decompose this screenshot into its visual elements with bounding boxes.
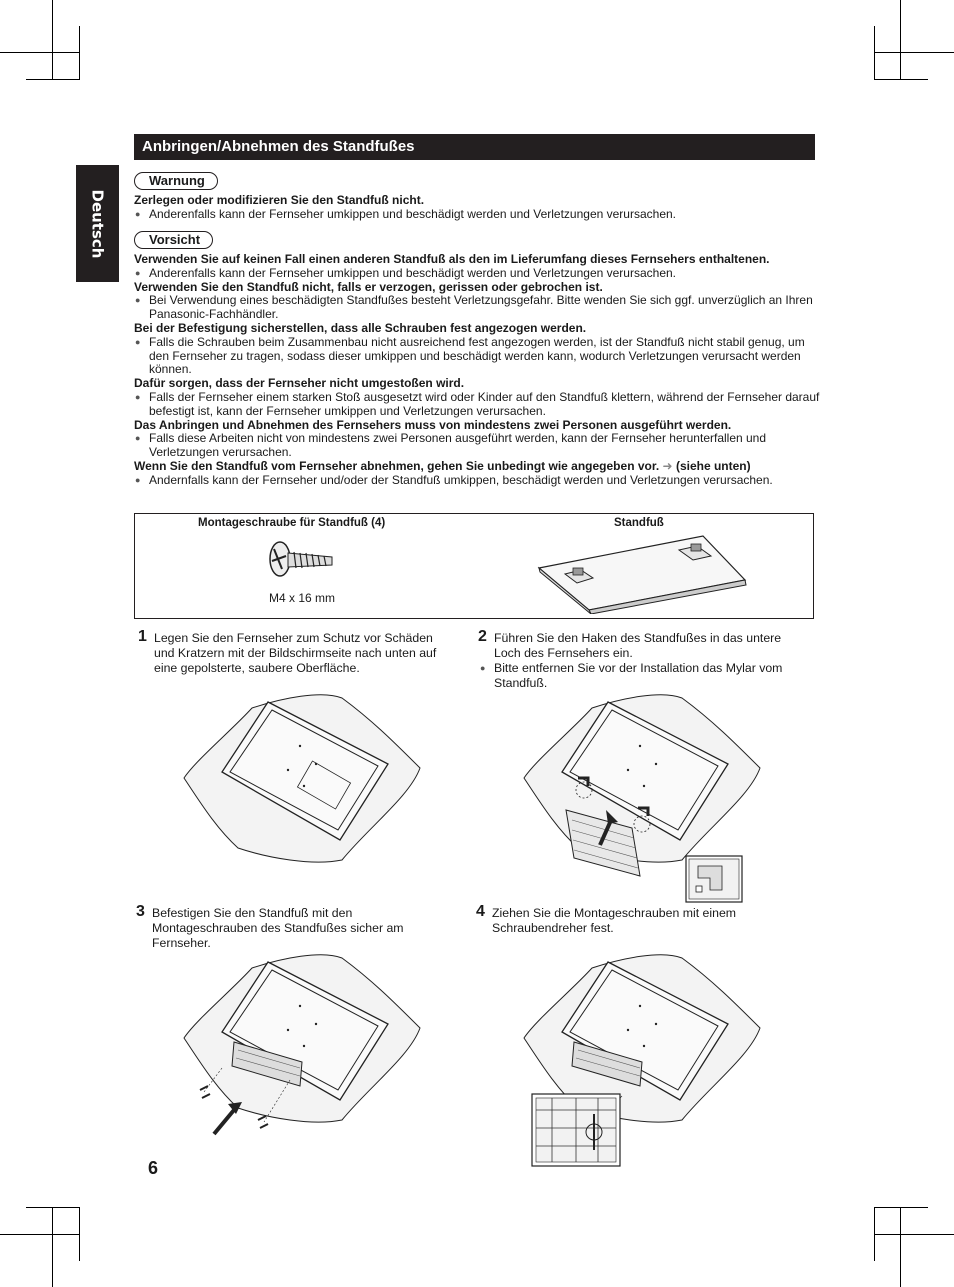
crop-mark — [52, 1207, 53, 1287]
caution-heading: Das Anbringen und Abnehmen des Fernsehers muss von mindestens zwei Personen ausgeführt werden. — [134, 417, 732, 432]
language-tab-label: Deutsch — [88, 189, 107, 258]
tv-facedown-illustration — [182, 690, 422, 870]
see-below-text: (siehe unten) — [675, 458, 751, 473]
step-text — [152, 906, 442, 951]
crop-mark — [874, 1207, 928, 1208]
step-text — [494, 631, 809, 691]
warning-badge: Warnung — [134, 172, 218, 190]
step-instruction: Legen Sie den Fernseher zum Schutz vor Schäden und Kratzern mit der Bildschirmseite nach unten auf eine gepolsterte, saubere Oberfläche. — [154, 631, 437, 675]
crop-mark — [26, 1207, 80, 1208]
crop-mark — [874, 26, 875, 80]
crop-mark — [79, 1207, 80, 1261]
caution-bullet: ● Andernfalls kann der Fernseher und/oder der Standfuß umkippen, beschädigt werden und Verletzungen verursachen. — [134, 474, 824, 488]
caution-bullet: ● Falls die Schrauben beim Zusammenbau nicht ausreichend fest angezogen werden, ist der Standfuß nicht stabil genug, um den Fernseher zu tragen, sodass dieser umkippen und beschädigt werden kann, wodurch Verletzungen verursacht werden können. — [134, 336, 824, 377]
stand-label: Standfuß — [614, 517, 664, 529]
step-instruction: Führen Sie den Haken des Standfußes in das untere Loch des Fernsehers ein. — [494, 631, 782, 660]
screw-size: M4 x 16 mm — [269, 591, 336, 605]
step-text — [492, 906, 792, 936]
crop-mark — [52, 0, 53, 80]
screw-label: Montageschraube für Standfuß (4) — [198, 517, 386, 529]
caution-heading-row — [134, 460, 824, 474]
step-bullet: ● Bitte entfernen Sie vor der Installation das Mylar vom Standfuß. — [480, 661, 809, 691]
parts-box — [134, 513, 814, 619]
tv-tighten-screws-illustration — [522, 950, 767, 1170]
stand-illustration — [535, 532, 750, 614]
step-instruction: Befestigen Sie den Standfuß mit den Montageschrauben des Standfußes sicher am Fernseher. — [152, 906, 404, 950]
step-number: 2 — [478, 628, 487, 645]
crop-mark — [874, 52, 954, 53]
page-number: 6 — [148, 1158, 159, 1178]
warning-heading: Zerlegen oder modifizieren Sie den Standfuß nicht. — [134, 193, 425, 207]
section-title: Anbringen/Abnehmen des Standfußes — [134, 134, 815, 160]
caution-bullet: ● Bei Verwendung eines beschädigten Standfußes besteht Verletzungsgefahr. Bitte wenden Sie sich ggf. unverzüglich an Ihren Panasonic-Fachhändler. — [134, 294, 824, 322]
crop-mark — [900, 0, 901, 80]
caution-heading: Dafür sorgen, dass der Fernseher nicht umgestoßen wird. — [134, 376, 465, 391]
crop-mark — [0, 52, 80, 53]
warning-bullet: ● Anderenfalls kann der Fernseher umkippen und beschädigt werden und Verletzungen verursachen. — [134, 208, 824, 222]
caution-bullet: ● Falls der Fernseher einem starken Stoß ausgesetzt wird oder Kinder auf den Standfuß klettern, während der Fernseher darauf befestigt ist, kann der Fernseher umkippen und Verletzungen verursachen. — [134, 391, 824, 419]
step-number: 4 — [476, 903, 485, 920]
crop-mark — [874, 79, 928, 80]
caution-block — [134, 253, 824, 488]
crop-mark — [900, 1207, 901, 1287]
caution-badge: Vorsicht — [134, 231, 213, 249]
crop-mark — [874, 1207, 875, 1261]
crop-mark — [0, 1234, 80, 1235]
step-number: 3 — [136, 903, 145, 920]
step-text — [154, 631, 454, 676]
language-tab — [76, 165, 119, 282]
crop-mark — [874, 1234, 954, 1235]
arrow-right-icon: ➜ — [662, 458, 673, 473]
screw-icon — [268, 539, 338, 579]
caution-bullet: ● Falls diese Arbeiten nicht von mindestens zwei Personen ausgeführt werden, kann der Fernseher herunterfallen und Verletzungen verursachen. — [134, 432, 824, 460]
step-number: 1 — [138, 628, 147, 645]
caution-heading: Verwenden Sie den Standfuß nicht, falls er verzogen, gerissen oder gebrochen ist. — [134, 279, 603, 294]
caution-heading: Bei der Befestigung sicherstellen, dass alle Schrauben fest angezogen werden. — [134, 320, 587, 335]
tv-hook-stand-illustration — [522, 690, 767, 905]
warning-block — [134, 194, 824, 222]
step-instruction: Ziehen Sie die Montageschrauben mit einem Schraubendreher fest. — [492, 906, 737, 935]
crop-mark — [79, 26, 80, 80]
caution-bullet: ● Anderenfalls kann der Fernseher umkippen und beschädigt werden und Verletzungen verursachen. — [134, 267, 824, 281]
caution-heading: Wenn Sie den Standfuß vom Fernseher abnehmen, gehen Sie unbedingt wie angegeben vor. — [134, 458, 660, 473]
tv-screw-stand-illustration — [182, 950, 422, 1140]
caution-heading: Verwenden Sie auf keinen Fall einen anderen Standfuß als den im Lieferumfang dieses Fernsehers enthaltenen. — [134, 252, 770, 266]
crop-mark — [26, 79, 80, 80]
